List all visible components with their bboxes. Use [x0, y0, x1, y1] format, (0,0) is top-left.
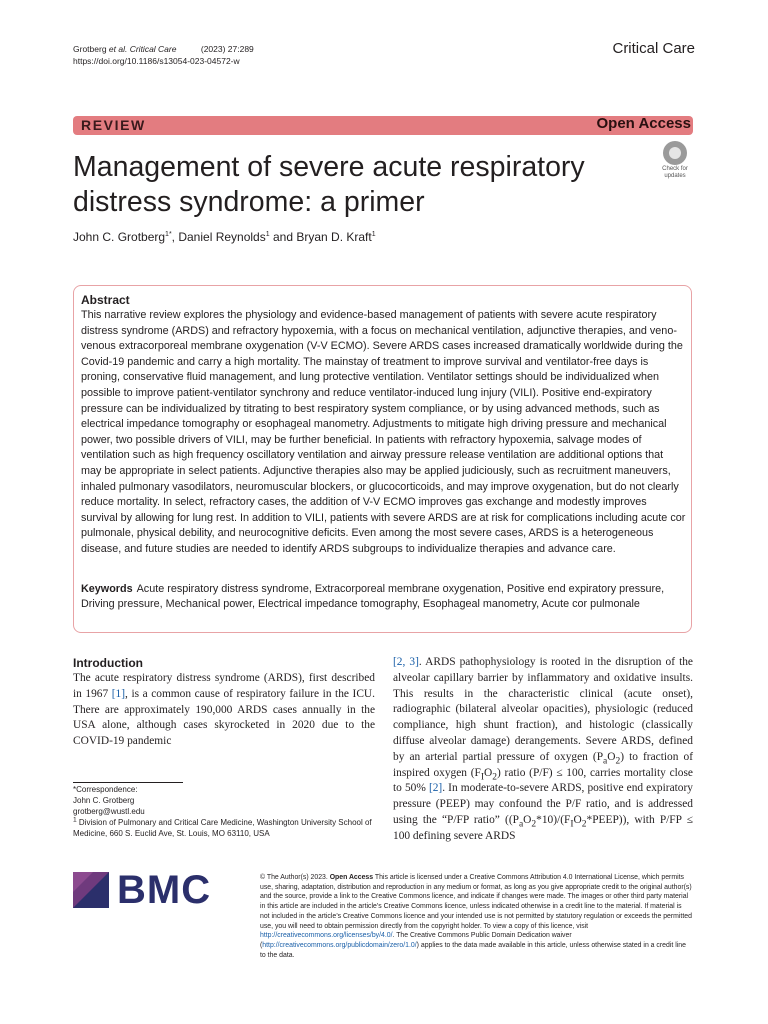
body-text: *PEEP)), with P/FP ≤ 100 defining severe ARDS [393, 813, 693, 842]
running-citation [73, 43, 254, 55]
citation-link[interactable]: [2] [428, 782, 443, 795]
subscript: 2 [492, 771, 497, 782]
author-list [73, 230, 376, 244]
section-heading-introduction: Introduction [73, 656, 143, 670]
citation-year: (2023) 27:289 [200, 44, 254, 54]
check-for-updates-badge[interactable] [655, 141, 695, 181]
body-text: O [607, 750, 616, 763]
correspondence-name: John C. Grotberg [73, 796, 135, 805]
author-affiliation: 1* [165, 231, 172, 238]
body-text: . ARDS pathophysiology is rooted in the disruption of the alveolar capillary barrier by inflammatory and oxidative insults. This results in the characteristic clinical (acute onset), radiographic (bilateral alveolar opacities), physiologic (reduced compliance, high shunt fraction), and histologic (classically diffuse alveolar damage) derangements. Severe ARDS, defined by an arterial partial pressure of oxygen (P [393, 656, 693, 763]
subscript: a [518, 819, 524, 830]
author-name[interactable]: Bryan D. Kraft [296, 230, 372, 244]
author-affiliation: 1 [371, 231, 376, 238]
abstract-text: This narrative review explores the physiology and evidence-based management of patients with severe acute respiratory distress syndrome (ARDS) and refractory hypoxemia, with a focus on mechanical ventilation, adjunctive therapies, and veno-venous extracorporeal membrane oxygenation (V-V ECMO). Severe ARDS cases increased dramatically worldwide during the Covid-19 pandemic and carry a high mortality. The mainstay of treatment to improve survival and ventilator-free days is proning, conservative fluid management, and lung protective ventilation. Ventilator settings should be individualized when possible to improve patient-ventilator synchrony and reduce ventilator-induced lung injury (VILI). Positive end-expiratory pressure can be individualized by titrating to best respiratory system compliance, or by using advanced methods, such as electrical impedance tomography or esophageal manometry. Adjustments to mitigate high driving pressure and mechanical power, two possible drivers of VILI, may be further beneficial. In patients with refractory hypoxemia, salvage modes of ventilation such as high frequency oscillatory ventilation and airway pressure release ventilation are additional options that may be appropriate in select patients. Adjunctive therapies also may be applied judiciously, such as recruitment maneuvers, inhaled pulmonary vasodilators, neuromuscular blockers, or glucocorticoids, and may improve oxygenation, but do not clearly reduce mortality. In select, refractory cases, the addition of V-V ECMO improves gas exchange and modestly improves survival by allowing for lung rest. In addition to VILI, patients with severe ARDS are at risk for complications including acute cor pulmonale, physical debility, and neurocognitive deficits. Even among the most severe cases, ARDS is a heterogeneous disease, and future studies are needed to identify ARDS subgroups to individualize therapies and advance care. [81, 309, 686, 555]
keywords-list: Acute respiratory distress syndrome, Extracorporeal membrane oxygenation, Positive end expiratory pressure, Driving pressure, Mechanical power, Electrical impedance tomography, Esophageal manometry, Acute cor pulmonale [81, 583, 665, 611]
keywords [81, 582, 686, 612]
article-title: Management of severe acute respiratory distress syndrome: a primer [73, 151, 585, 218]
abstract-heading: Abstract [81, 293, 130, 307]
author-name[interactable]: John C. Grotberg [73, 230, 166, 244]
subscript: 2 [531, 819, 537, 830]
subscript: I [570, 819, 574, 830]
body-text: , is a common cause of respiratory failure in the ICU. There are approximately 190,000 ARDS cases annually in the USA alone, although cases skyrocketed in 2020 due to the COVID-19 pandemic [73, 687, 375, 748]
citation-link[interactable]: [1] [111, 687, 126, 700]
bmc-logo-text: BMC [117, 868, 212, 912]
bmc-logo-mark [73, 872, 109, 908]
body-text: O [484, 766, 493, 779]
author-separator: and [269, 230, 297, 244]
body-text: *10)/(F [536, 813, 571, 826]
citation-journal: et al. Critical Care [108, 44, 177, 54]
article-type-label: REVIEW [81, 117, 146, 133]
body-text: . In moderate-to-severe ARDS, positive end expiratory pressure (PEEP) may confound the P/F ratio, and is addressed using the “P/FP ratio” ((P [393, 782, 693, 826]
license-open-access: Open Access [329, 874, 374, 881]
license-link[interactable]: http://creativecommons.org/licenses/by/4.0/ [260, 932, 393, 940]
bmc-logo [73, 868, 223, 917]
body-text: O [573, 813, 582, 826]
check-updates-line2: updates [664, 173, 686, 179]
affiliation-text: Division of Pulmonary and Critical Care Medicine, Washington University School of Medicine, 660 S. Euclid Ave, St. Louis, MO 63110, USA [73, 818, 372, 838]
citation-author: Grotberg [73, 44, 107, 54]
affiliation [73, 817, 373, 839]
author-affiliation: 1 [265, 231, 270, 238]
body-text: The acute respiratory distress syndrome (ARDS), first described in 1967 [73, 672, 375, 700]
subscript: I [480, 771, 485, 782]
body-text: ) to fraction of inspired oxygen (F [393, 750, 693, 779]
journal-name: Critical Care [612, 40, 695, 57]
citation-link[interactable]: [2, 3] [393, 656, 419, 668]
correspondence-label: *Correspondence: [73, 785, 138, 794]
license-part: © The Author(s) 2023. [260, 874, 330, 881]
license-text [260, 873, 692, 960]
subscript: 2 [581, 819, 587, 830]
subscript: 2 [615, 756, 621, 767]
body-text: ) ratio (P/F) ≤ 100, carries mortality close to 50% [393, 766, 693, 795]
author-separator: , [171, 230, 179, 244]
check-updates-line1: Check for [662, 166, 688, 172]
intro-right-column [393, 655, 693, 845]
intro-left-column [73, 671, 375, 750]
author-name[interactable]: Daniel Reynolds [178, 230, 266, 244]
subscript: a [603, 756, 608, 767]
correspondence-note [73, 784, 373, 839]
check-updates-icon [663, 141, 687, 165]
correspondence-email[interactable]: grotberg@wustl.edu [73, 807, 145, 816]
footnote-divider [73, 782, 183, 783]
affiliation-number: 1 [73, 816, 77, 824]
license-part: This article is licensed under a Creative Commons Attribution 4.0 International License, which permits use, sharing, adaptation, distribution and reproduction in any medium or format, as long as you give appropriate credit to the original author(s) and the source, provide a link to the Creative Commons licence, and indicate if changes were made. The images or other third party material in this article are included in the article’s Creative Commons licence, unless indicated otherwise in a credit line to the material. If material is not included in the article’s Creative Commons licence and your intended use is not permitted by statutory regulation or exceeds the permitted use, you will need to obtain permission directly from the copyright holder. To view a copy of this licence, visit [260, 874, 692, 930]
open-access-label: Open Access [596, 115, 691, 132]
license-part: . The Creative Commons Public Domain Dedication waiver ( [260, 932, 572, 949]
doi-link[interactable]: https://doi.org/10.1186/s13054-023-04572-w [73, 56, 240, 66]
license-part: ) applies to the data made available in this article, unless otherwise stated in a credit line to the data. [260, 941, 686, 959]
keywords-label: Keywords [81, 583, 133, 595]
body-text: O [523, 813, 532, 826]
public-domain-link[interactable]: http://creativecommons.org/publicdomain/zero/1.0/ [262, 941, 417, 949]
